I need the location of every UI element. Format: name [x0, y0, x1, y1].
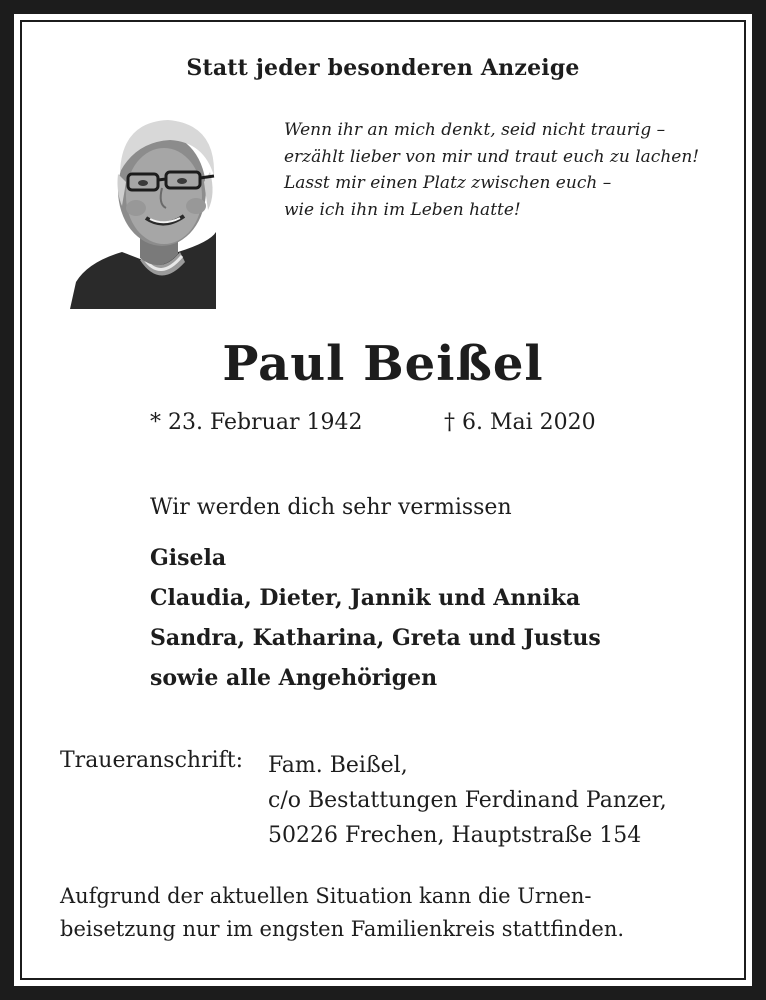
poem-line: Wenn ihr an mich denkt, seid nicht traurig –	[284, 120, 666, 140]
funeral-notice	[60, 880, 624, 946]
notice-line: beisetzung nur im engsten Familienkreis stattfinden.	[60, 917, 625, 941]
address-block	[268, 748, 667, 853]
poem-line: wie ich ihn im Leben hatte!	[284, 199, 521, 220]
mourners-intro: Wir werden dich sehr vermissen	[150, 495, 512, 520]
address-label: Traueranschrift:	[60, 748, 244, 773]
mourners-list	[150, 538, 601, 698]
header-title: Statt jeder besonderen Anzeige	[186, 55, 580, 81]
mourner-line: Sandra, Katharina, Greta und Justus	[150, 625, 601, 651]
death-date: † 6. Mai 2020	[444, 410, 596, 435]
portrait-illustration	[70, 112, 216, 309]
address-line: c/o Bestattungen Ferdinand Panzer,	[268, 788, 667, 813]
notice-line: Aufgrund der aktuellen Situation kann die Urnen-	[60, 884, 592, 908]
poem-line: Lasst mir einen Platz zwischen euch –	[284, 173, 612, 193]
poem-line: erzählt lieber von mir und traut euch zu lachen!	[284, 146, 700, 167]
mourner-line: Claudia, Dieter, Jannik und Annika	[150, 585, 581, 611]
address-line: 50226 Frechen, Hauptstraße 154	[268, 823, 642, 848]
birth-date: * 23. Februar 1942	[150, 410, 363, 435]
mourner-line: Gisela	[150, 545, 227, 571]
poem	[284, 117, 724, 223]
portrait-photo	[70, 112, 216, 309]
address-line: Fam. Beißel,	[268, 753, 408, 778]
deceased-name: Paul Beißel	[222, 336, 544, 392]
mourner-line: sowie alle Angehörigen	[150, 665, 438, 691]
